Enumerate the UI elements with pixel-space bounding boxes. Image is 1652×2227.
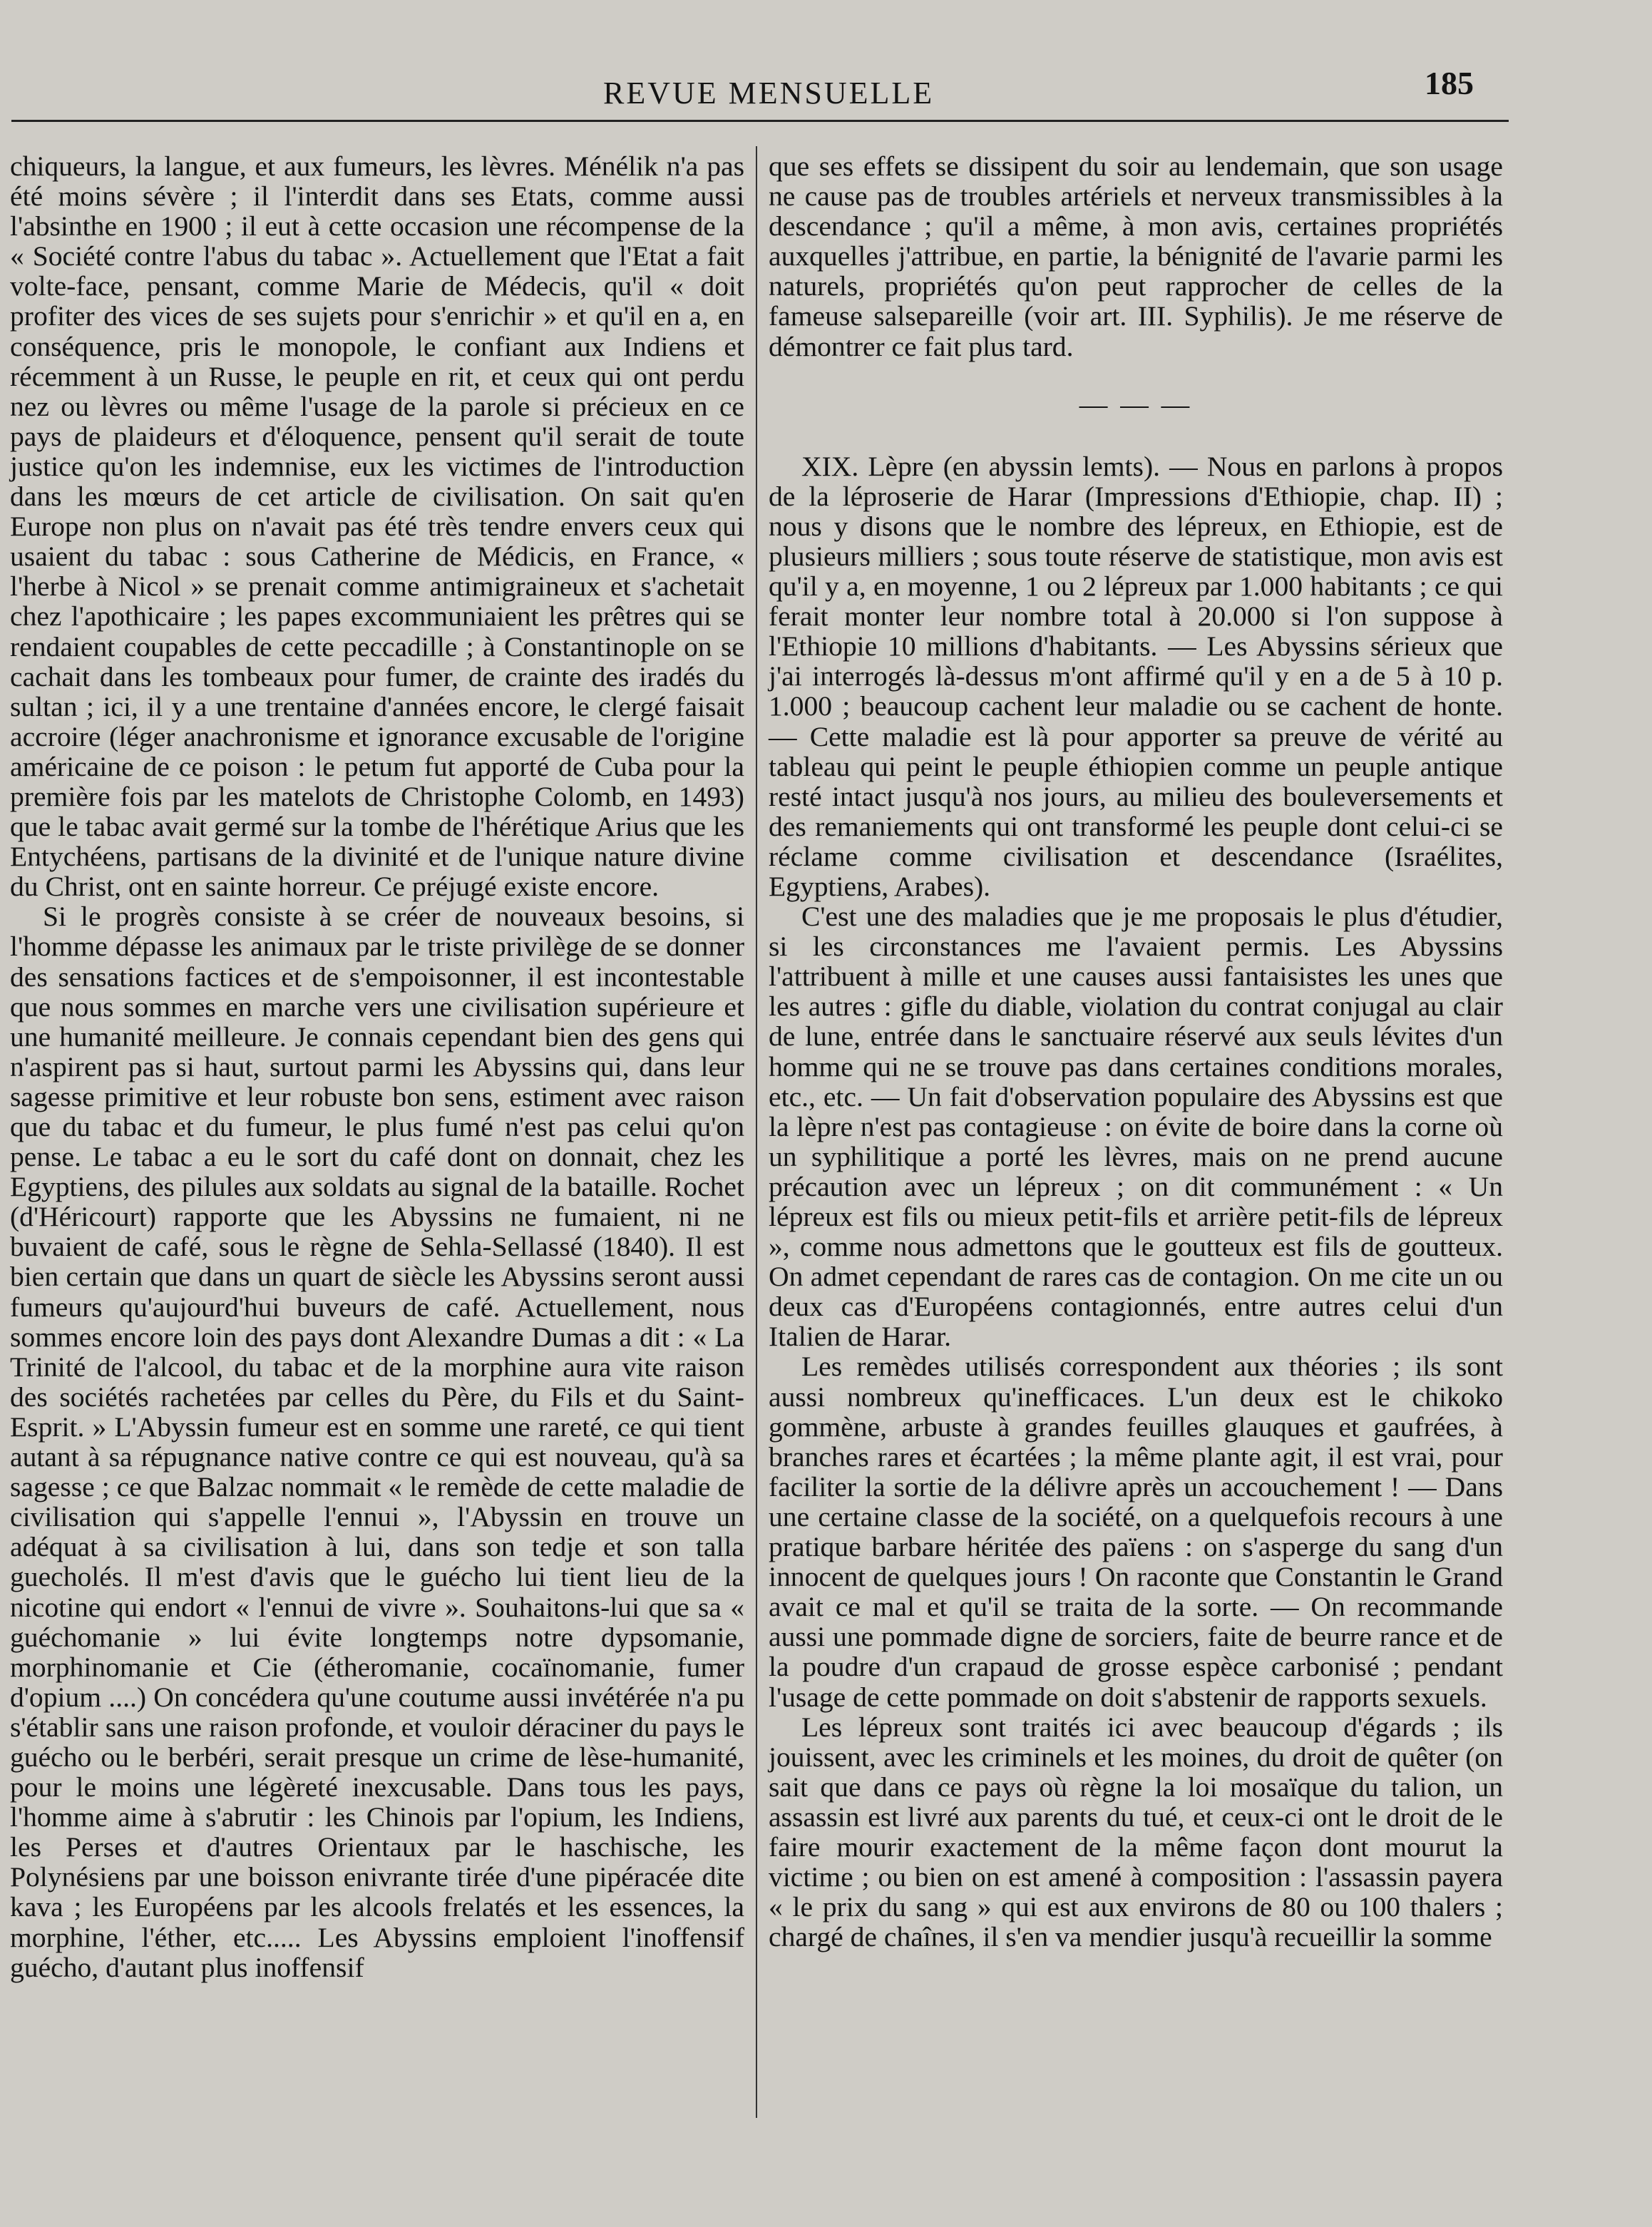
page-number: 185 xyxy=(1425,65,1474,101)
right-paragraph-lepreux: Les lépreux sont traités ici avec beaucoup d'égards ; ils jouissent, avec les criminels et les moines, du droit de quêter (on sait que dans ce pays où règne la loi mosaïque du talion, un assassin est livré aux parents du tué, et ceux-ci ont le droit de le faire mourir exactement de la même façon dont mourut la victime ; ou bien on est amené à composition : l'assassin payera « le prix du sang » qui est aux environs de 80 ou 100 thalers ; chargé de chaînes, il s'en va mendier jusqu'à recueillir la somme xyxy=(769,1711,1503,1953)
section-text: — Nous en parlons à propos de la léproserie de Harar (Impressions d'Ethiopie, chap. II) ; nous y disons que le nombre des lépreux, en Ethiopie, est de plusieurs milliers ; sous toute réserve de statistique, mon avis est qu'il y a, en moyenne, 1 ou 2 lépreux par 1.000 habitants ; ce qui ferait monter leur nombre total à 20.000 si l'on suppose à l'Ethiopie 10 millions d'habitants. — Les Abyssins sérieux que j'ai interrogés là-dessus m'ont affirmé qu'il y en a de 5 à 10 p. 1.000 ; beaucoup cachent leur maladie ou se cachent de honte. — Cette maladie est là pour apporter sa preuve de vérité au tableau qui peint le peuple éthiopien comme un peuple antique resté intact jusqu'à nos jours, au milieu des bouleversements et des remaniements qui ont transformé les peuple dont celui-ci se réclame comme civilisation et descendance (Israélites, Egyptiens, Arabes). xyxy=(769,450,1503,902)
right-continuation-paragraph: que ses effets se dissipent du soir au lendemain, que son usage ne cause pas de troubles artériels et nerveux transmissibles à la descendance ; qu'il a même, à mon avis, certaines propriétés auxquelles j'attribue, en partie, la bénignité de l'avarie parmi les naturels, propriétés qu'on peut rapprocher de celles de la fameuse salsepareille (voir art. III. Syphilis). Je me réserve de démontrer ce fait plus tard. xyxy=(769,150,1503,362)
left-paragraph-progres: Si le progrès consiste à se créer de nouveaux besoins, si l'homme dépasse les animaux par le triste privilège de se donner des sensations factices et de s'empoisonner, il est incontestable que nous sommes en marche vers une civilisation supérieure et une humanité meilleure. Je connais cependant bien des gens qui n'aspirent pas si haut, surtout parmi les Abyssins qui, dans leur sagesse primitive et leur robuste bon sens, estiment avec raison que du tabac et du fumeur, le plus fumé n'est pas celui qu'on pense. Le tabac a eu le sort du café dont on donnait, chez les Egyptiens, des pilules aux soldats au signal de la bataille. Rochet (d'Héricourt) rapporte que les Abyssins ne fumaient, ni ne buvaient de café, sous le règne de Sehla-Sellassé (1840). Il est bien certain que dans un quart de siècle les Abyssins seront aussi fumeurs qu'aujourd'hui buveurs de café. Actuellement, nous sommes encore loin des pays dont Alexandre Dumas a dit : « La Trinité de l'alcool, du tabac et de la morphine aura vite raison des sociétés rachetées par celles du Père, du Fils et du Saint-Esprit. » L'Abyssin fumeur est en somme une rareté, ce qui tient autant à sa répugnance native contre ce qui est nouveau, qu'à sa sagesse ; ce que Balzac nommait « le remède de cette maladie de civilisation qui s'appelle l'ennui », l'Abyssin en trouve un adéquat à sa civilisation à lui, dans son tedje et son talla guecholés. Il m'est d'avis que le guécho lui tient lieu de la nicotine qui endort « l'ennui de vivre ». Souhaitons-lui que sa « guéchomanie » lui évite longtemps notre dypsomanie, morphinomanie et Cie (étheromanie, cocaïnomanie, fumer d'opium ....) On concédera qu'une coutume aussi invétérée n'a pu s'établir sans une raison profonde, et vouloir déraciner du pays le guécho ou le berbéri, serait presque un crime de lèse-humanité, pour le moins une légèreté inexcusable. Dans tous les pays, l'homme aime à s'abrutir : les Chinois par l'opium, les Indiens, les Perses et d'autres Orientaux par le haschische, les Polynésiens par une boisson enivrante tirée d'une pipéracée dite kava ; les Européens par les alcools frelatés et les essences, la morphine, l'éther, etc..... Les Abyssins emploient l'inoffensif guécho, d'autant plus inoffensif xyxy=(10,901,744,1983)
section-separator: — — — xyxy=(1079,388,1193,420)
right-paragraph-etude: C'est une des maladies que je me proposais le plus d'étudier, si les circonstances me l'avaient permis. Les Abyssins l'attribuent à mille et une causes aussi fantaisistes les unes que les autres : gifle du diable, violation du contrat conjugal au clair de lune, entrée dans le sanctuaire réservé aux seuls lévites d'un homme qui ne se trouve pas dans certaines conditions morales, etc., etc. — Un fait d'observation populaire des Abyssins est que la lèpre n'est pas contagieuse : on évite de boire dans la corne où un syphilitique a porté les lèvres, mais on ne prend aucune précaution avec un lépreux ; on dit communément : « Un lépreux est fils ou mieux petit-fils et arrière petit-fils de lépreux », comme nous admettons que le goutteux est fils de goutteux. On admet cependant de rares cas de contagion. On me cite un ou deux cas d'Européens contagionnés, entre autres celui d'un Italien de Harar. xyxy=(769,901,1503,1353)
right-column xyxy=(769,151,1503,1952)
page-header xyxy=(0,66,1652,116)
column-divider xyxy=(756,146,757,2118)
header-rule xyxy=(11,120,1509,122)
left-column xyxy=(10,151,744,1982)
right-paragraph-remedes: Les remèdes utilisés correspondent aux théories ; ils sont aussi nombreux qu'inefficaces. L'un deux est le chikoko gommène, arbuste à grandes feuilles glauques et gaufrées, à branches rares et écartées ; la même plante agit, il est vrai, pour faciliter la sortie de la délivre après un accouchement ! — Dans une certaine classe de la société, on a quelquefois recours à une pratique barbare héritée des païens : on s'asperge du sang d'un innocent de quelques jours ! On raconte que Constantin le Grand avait ce mal et qu'il se traita de la sorte. — On recommande aussi une pommade digne de sorciers, faite de beurre rance et de la poudre d'un crapaud de grosse espèce carbonisé ; pendant l'usage de cette pommade on doit s'abstenir de rapports sexuels. xyxy=(769,1351,1503,1713)
section-lepre-paragraph xyxy=(769,451,1503,901)
section-heading: XIX. Lèpre (en abyssin lemts). xyxy=(801,450,1161,482)
running-title: REVUE MENSUELLE xyxy=(603,76,935,111)
left-continuation-paragraph: chiqueurs, la langue, et aux fumeurs, les lèvres. Ménélik n'a pas été moins sévère ; il l'interdit dans ses Etats, comme aussi l'absinthe en 1900 ; il eut à cette occasion une récompense de la « Société contre l'abus du tabac ». Actuellement que l'Etat a fait volte-face, pensant, comme Marie de Médecis, qu'il « doit profiter des vices de ses sujets pour s'enrichir » et qu'il en a, en conséquence, pris le monopole, le confiant aux Indiens et récemment à un Russe, le peuple en rit, et ceux qui ont perdu nez ou lèvres ou même l'usage de la parole si précieux en ce pays de plaideurs et d'éloquence, pensent qu'il serait de toute justice qu'on les indemnise, eux les victimes de l'introduction dans les mœurs de cet article de civilisation. On sait qu'en Europe non plus on n'avait pas été très tendre envers ceux qui usaient du tabac : sous Catherine de Médicis, en France, « l'herbe à Nicol » se prenait comme antimigraineux et s'achetait chez l'apothicaire ; les papes excommuniaient les prêtres qui se rendaient coupables de cette peccadille ; à Constantinople on se cachait dans les tombeaux pour fumer, de crainte des iradés du sultan ; ici, il y a une trentaine d'années encore, le clergé faisait accroire (léger anachronisme et ignorance excusable de l'origine américaine de ce poison : le petum fut apporté de Cuba pour la première fois par les matelots de Christophe Colomb, en 1493) que le tabac avait germé sur la tombe de l'hérétique Arius que les Entychéens, partisans de la divinité et de l'unique nature divine du Christ, ont en sainte horreur. Ce préjugé existe encore. xyxy=(10,150,744,903)
